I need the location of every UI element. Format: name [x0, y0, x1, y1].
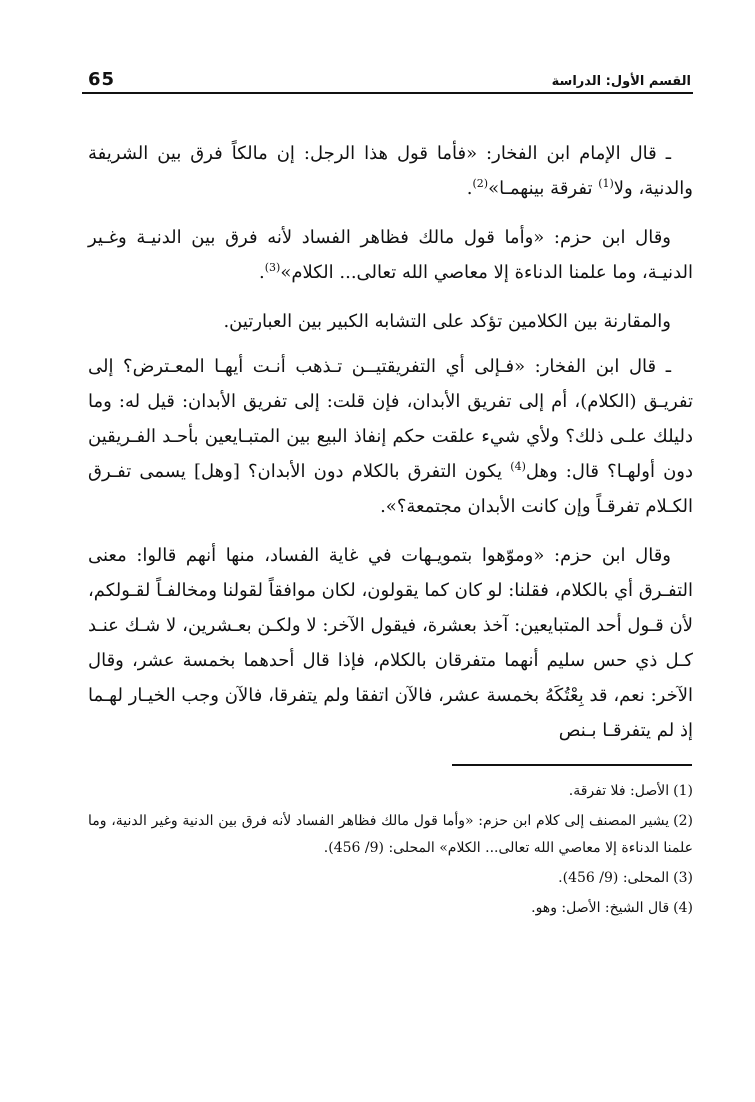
page-number: 65 [88, 69, 116, 90]
paragraph-text: تفرقة بينهمـا» [488, 178, 599, 199]
paragraph-text: وقال ابن حزم: «وموّهوا بتمويـهات في غاية الفساد، منها أنهم قالوا: معنى التفـرق أي بالكلام، فقلنا: لو كان كما يقولون، لكان موافقاً لقولنا ومخالفـاً لقـولكم، لأن قـول أحد المتبايعين: آخذ بعشرة، فيقول الآخر: لا ولكـن بعـشرين، لا شـك عنـد كـل ذي حس سليم أنهما متفرقان بالكلام، فإذا قال أحدهما بخمسة عشر، وقال الآخر: نعم، قد بِعْتُكَهُ بخمسة عشر، فالآن اتفقا ولم يتفرقا، فالآن وجب الخيـار لهـما إذ لم يتفرقـا بـنص [88, 545, 693, 741]
footnote-text: الأصل: فلا تفرقة. [568, 783, 670, 799]
paragraph-ibn-fakhar-2 [88, 349, 693, 524]
footnotes [88, 778, 693, 925]
running-title: القسم الأول: الدراسة [551, 74, 691, 89]
footnote-number: (4) [673, 900, 693, 916]
footnote-number: (1) [673, 783, 693, 799]
footnote-1 [88, 778, 693, 805]
footnote-number: (2) [673, 813, 693, 829]
footnote-3 [88, 865, 693, 892]
footnote-divider [452, 764, 692, 766]
paragraph-ibn-fakhar-1 [88, 136, 693, 206]
footnote-text: المحلى: (9/ 456). [558, 870, 670, 886]
footnote-text: يشير المصنف إلى كلام ابن حزم: «وأما قول مالك فظاهر الفساد لأنه فرق بين الدنية وغير الدنية، وما علمنا الدناءة إلا معاصي الله تعالى... الكلام» المحلى: (9/ 456). [88, 813, 693, 856]
footnote-text: قال الشيخ: الأصل: وهو. [531, 900, 670, 916]
footnote-ref-3[interactable]: (3) [264, 261, 281, 274]
footnote-4 [88, 895, 693, 922]
paragraph-text: ـ قال الإمام ابن الفخار: «فأما قول هذا الرجل: إن مالكاً فرق بين الشريفة والدنية، ولا [88, 143, 693, 199]
footnote-ref-2[interactable]: (2) [472, 177, 489, 190]
paragraph-text: يكون التفرق بالكلام دون الأبدان؟ [وهل] يسمى تفـرق الكـلام تفرقـاً وإن كانت الأبدان مجتمعة؟». [88, 461, 693, 517]
footnote-ref-4[interactable]: (4) [510, 460, 526, 473]
paragraph-text: وقال ابن حزم: «وأما قول مالك فظاهر الفساد لأنه فرق بين الدنيـة وغـير الدنيـة، وما علمنا الدناءة إلا معاصي الله تعالى... الكلام» [88, 227, 693, 283]
paragraph-text: والمقارنة بين الكلامين تؤكد على التشابه الكبير بين العبارتين. [223, 311, 671, 332]
footnote-ref-1[interactable]: (1) [598, 177, 614, 190]
paragraph-ibn-hazm-1 [88, 220, 693, 290]
paragraph-text: . [466, 178, 473, 199]
paragraph-text: ـ قال ابن الفخار: «فـإلى أي التفريقتيــن تـذهب أنـت أيهـا المعـترض؟ إلى تفريـق (الكلام)، أم إلى تفريق الأبدان، فإن قلت: إلى تفريق الأبدان: قيل له: وما دليلك علـى ذلك؟ ولأي شيء علقت حكم إنفاذ البيع بين المتبـايعين بأحـد الفـريقين دون أولهـا؟ قال: وهل [88, 356, 693, 482]
footnote-2 [88, 808, 693, 862]
paragraph-comparison [88, 304, 693, 339]
page-header [82, 66, 693, 94]
paragraph-ibn-hazm-2 [88, 538, 693, 748]
main-text [88, 136, 693, 762]
paragraph-text: . [259, 262, 265, 283]
footnote-number: (3) [673, 870, 693, 886]
